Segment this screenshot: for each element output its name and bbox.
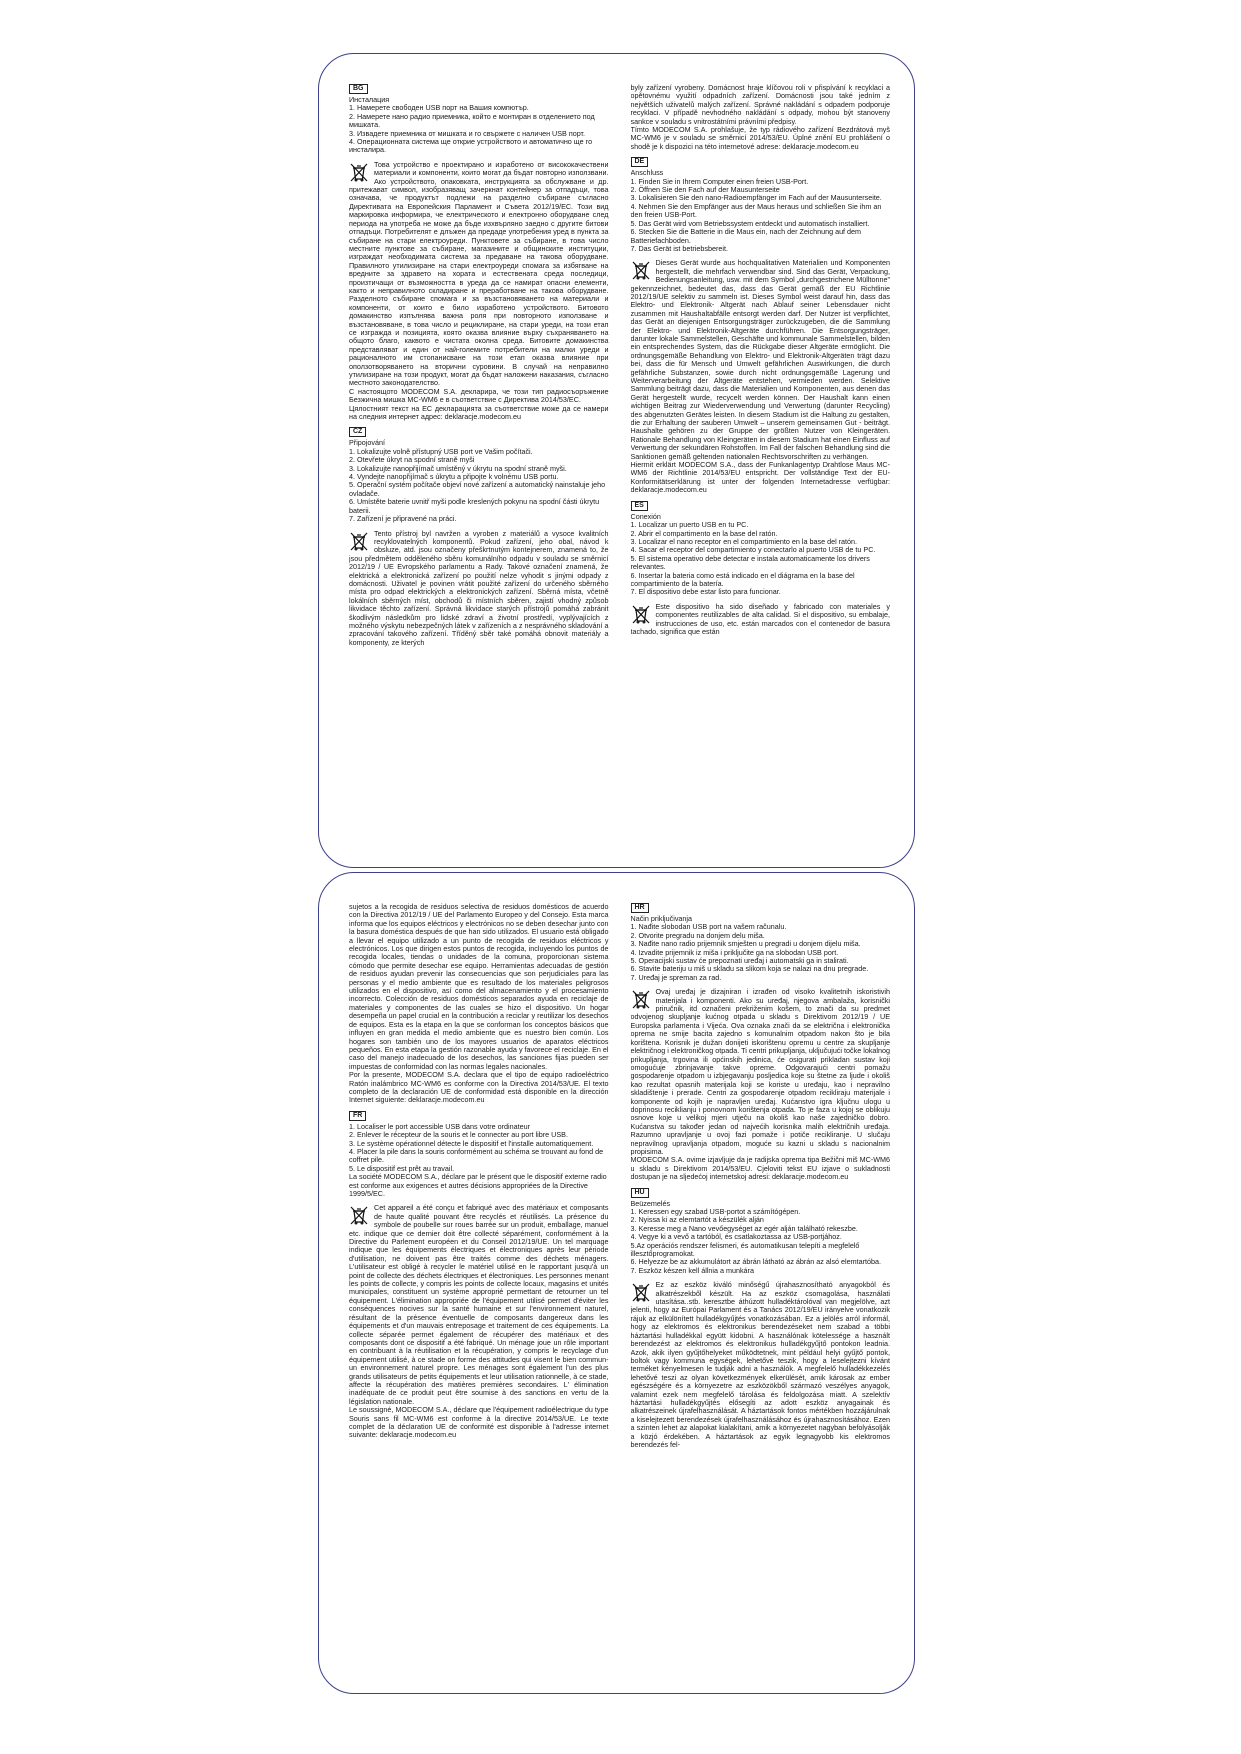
step-item: 5. El sistema operativo debe detectar e instala automaticamente los drivers relevantes. [630, 553, 870, 572]
section-title: Anschluss [630, 168, 664, 178]
disposal-text: Cet appareil a été conçu et fabriqué avec des matériaux et composants de haute qualité pouvant être recyclés et réutilisés. La présence du symbole de poubelle sur roues barrée sur un produit, emballage, manuel etc. indique que ce dernier doit être collecté séparément, conformément à la Directive du Parlement européen et du Conseil 2012/19/UE. Un tel marquage indique que les équipements électriques et électroniques après leur période d'utilisation, ne doivent pas être traités comme des déchets ménagers. L'utilisateur est obligé à recycler le matériel utilisé en le rapportant jusqu'à un point de collecte des déchets électriques et électroniques. Les personnes menant les points de collecte, y compris les points de collecte locaux, magasins et unités municipales, constituent un système approprié permettant de retourner un tel équipement. L'élimination appropriée de l'équipement utilisé permet d'éviter les conséquences nocives sur la santé humaine et sur l'environnement naturel, résultant de la présence éventuelle de composants dangereux dans les équipements et d'un mauvais entreposage et traitement de ces équipements. La collecte séparée permet également de récupérer des matériaux et des composants dont ce dispositif a été fabriqué. Un ménage joue un rôle important en contribuant à la réutilisation et la récupération, y compris le recyclage d'un équipement utilisé, à ce stade on forme des attitudes qui visent le bien commun- un environnement naturel propre. Les ménages sont également l'un des plus grands utilisateurs de petits équipements et leur utilisation rationnelle, à ce stade, affecte la récupération des matières premières secondaires. L' élimination inadéquate de ce produit peut être soumise à des sanctions en vertu de la législation nationale. Le soussigné, MODECOM S.A., déclare que l'équipement radioélectrique du type Souris sans fil MC-WM6 est conforme à la directive 2014/53/UE. Le texte complet de la déclaration UE de conformité est disponible à l'adresse internet suivante: deklaracje.modecom.eu [349, 1203, 609, 1440]
step-list [631, 178, 891, 254]
disposal-notice [631, 603, 891, 637]
step-item: 3. Nađite nano radio prijemnik smješten u pregradi u donjem dijelu miša. [630, 939, 861, 949]
step-item: 4. Izvadite prijemnik iz miša i priključite ga na slobodan USB port. [630, 947, 839, 957]
crossed-bin-icon [631, 260, 651, 280]
disposal-notice [349, 1204, 609, 1439]
step-item: 3. Localizar el nano receptor en el compartimiento en la base del ratón. [630, 536, 858, 546]
step-item: 5. Das Gerät wird vom Betriebssystem entdeckt und automatisch installiert. [630, 218, 870, 228]
column-right [631, 84, 891, 843]
step-item: 1. Намерете свободен USB порт на Вашия компютър. [349, 103, 529, 113]
crossed-bin-icon [631, 1282, 651, 1302]
crossed-bin-icon [349, 162, 369, 182]
step-item: 5. Le dispositif est prêt au travail. [349, 1163, 455, 1173]
step-item: 7. Zařízení je připravené na práci. [349, 514, 457, 524]
step-item: 3. Lokalizujte nanopřijímač umístěný v úkrytu na spodní straně myši. [349, 463, 567, 473]
crossed-bin-icon [349, 1205, 369, 1225]
section-continued [631, 84, 891, 151]
step-item: 6. Stecken Sie die Batterie in die Maus ein, nach der Zeichnung auf dem Batteriefachboden. [630, 227, 862, 245]
step-list [631, 923, 891, 982]
step-item: 1. Nađite slobodan USB port na vašem računalu. [630, 922, 787, 932]
section-de [631, 157, 891, 494]
step-item: La société MODECOM S.A., déclare par le présent que le dispositif externe radio est conforme aux exigences et autres décisions appropriées de la Directive 1999/5/EC. [349, 1172, 607, 1198]
language-badge: CZ [349, 427, 366, 437]
crossed-bin-icon [349, 531, 369, 551]
step-item: 7. Eszköz készen kell állnia a munkára [630, 1265, 754, 1275]
section-cz [349, 427, 609, 647]
language-badge: BG [349, 84, 368, 94]
section-title: Инсталация [349, 95, 390, 104]
language-badge: DE [631, 157, 649, 167]
step-item: 4. Vyndejte nanopřijímač s úkrytu a připojte k volnému USB portu. [349, 472, 559, 482]
step-item: 4. Sacar el receptor del compartimiento y conectarlo al puerto USB de tu PC. [630, 545, 876, 555]
disposal-notice [631, 988, 891, 1181]
step-item: 3. Извадете приемника от мишката и го свържете с наличен USB порт. [349, 128, 586, 138]
disposal-notice [349, 530, 609, 648]
disposal-notice [349, 161, 609, 422]
disposal-notice [631, 1281, 891, 1449]
language-badge: ES [631, 501, 648, 511]
step-item: 7. Das Gerät ist betriebsbereit. [630, 243, 728, 253]
step-item: 1. Localizar un puerto USB en tu PC. [630, 520, 749, 530]
step-item: 1. Lokalizujte volně přístupný USB port ve Vašim počítači. [349, 446, 533, 456]
disposal-text: Това устройство е проектирано и изработено от висококачествени материали и компоненти, които могат да бъдат повторно използвани. Ако устройството, опаковката, инструкцията за обслужване и др. притежават символ, изобразяващ зачеркнат контейнер за отпадъци, това означава, че продуктът подлежи на разделно събиране съгласно Директивата на Европейския Парламент и Съвета 2012/19/EC. Този вид маркировка информира, че електрическото и електронно оборудване след периода на употреба не може да бъде изхвърляно заедно с другите битови отпадъци. Потребителят е длъжен да предаде употребения уред в пункта за събиране на стари електроуреди. Пунктовете за събиране, в това число местните пунктове за събиране, магазините и общинските институции, изграждат необходимата система за предаване на такова оборудване. Правилното утилизиране на стари електроуреди спомага за избягване на вредните за здравето на хората и естествената среда последици, произтичащи от възможността в уреда да се намират опасни елементи, както и неправилното складиране и преработване на такова оборудване. Разделното събиране спомага и за възстановяването на материали и компоненти, от които е било изработено устройството. Битовото домакинство изпълнява важна роля при повторното използване и възстановяване, в това число и рециклиране, на стари уреди, на този етап се изгражда и позицията, която оказва влияние върху съхраняването на общото благо, каквото е чистата околна среда. Битовите домакинства представляват и един от най-големите потребители на малки уреди и рационалното им стопанисване на този етап оказва влияние при оползотворяването на вторични суровини. В случай на неправилно утилизиране на този продукт, могат да бъдат наложени наказания, съгласно местното законодателство. С настоящото MODECOM S.A. декларира, че този тип радиосъоръжение Безжична мишка MC-WM6 е в съответствие с Директива 2014/53/ЕС. Цялостният текст на ЕС декларацията за съответствие може да се намери на следния интернет адрес: deklaracje.modecom.eu [349, 159, 609, 422]
step-item: 2. Abrir el compartimento en la base del ratón. [630, 528, 778, 538]
step-item: 3. Keresse meg a Nano vevőegységet az egér alján található rekeszbe. [630, 1223, 858, 1233]
language-badge: HR [631, 903, 649, 913]
body-text: byly zařízení vyrobeny. Domácnost hraje klíčovou roli v přispívání k recyklaci a opětovnému využití odpadních zařízení. Domácnosti jsou také jedním z největších uživatelů malých zařízení. Správné nakládání s odpadem podporuje recyklaci. V případě nevhodného nakládání s odpady, mohou být stanoveny sankce v souladu s vnitrostátními právními předpisy. Tímto MODECOM S.A. prohlašuje, že typ rádiového zařízení Bezdrátová myš MC-WM6 je v souladu se směrnicí 2014/53/EU. Úplné znění EU prohlášení o shodě je k dispozici na této internetové adrese: deklaracje.modecom.eu [630, 84, 890, 151]
disposal-text: Ez az eszköz kiváló minőségű újrahasznosítható anyagokból és alkatrészekből készült. Ha az eszköz csomagolása, használati utasítása..stb. keresztbe áthúzott hulladéktárolóval van megjelölve, azt jelenti, hogy az Európai Parlament és a Tanács 2012/19/EU irányelve vonatkozik rájuk az elkülönített hulladékgyűjtés vonatkozásában. Ez a jelölés arról informál, hogy az elektromos és elektronikus berendezéseket nem szabad a többi háztartási hulladékkal együtt kidobni. A használónak kötelessége a használt berendezést az elektromos és elektronikus hulladékgyűjtő pontokon leadnia. Azok, akik ilyen gyűjtőhelyeket működtetnek, mint például helyi gyűjtő pontok, boltok vagy kommuna egységek, lehetővé teszik, hogy a leselejtezni kívánt terméket kényelmesen le tudják adni a használók. A megfelelő hulladékkezelés lehetővé teszi az olyan következmények elkerülését, amik károsak az ember egészségére és a környezetre az eszközökből származó veszélyes anyagok, valamint ezek nem megfelelő tárolása és feldolgozása miatt. A szelektív háztartási hulladékgyűjtés elősegíti az adott eszköz anyagainak és alkatrészeinek újrafelhasználását. A háztartások fontos mértékben hozzájárulnak a kiselejtezett berendezések újrafelhasználásához és újrahasznosításához. Ezen a szinten lehet az alapokat kialakítani, amik a környezetet nagyban befolyásolják a közjó érdekében. A háztartások az egyik legnagyobb kis elektromos berendezés fel- [630, 1280, 890, 1449]
step-item: 7. Uređaj je spreman za rad. [630, 972, 722, 982]
step-item: 1. Finden Sie in Ihrem Computer einen freien USB-Port. [630, 176, 809, 186]
step-item: 1. Keressen egy szabad USB-portot a számítógépen. [630, 1207, 801, 1216]
section-bg [349, 84, 609, 421]
step-item: 6. Insertar la bateria como está indicado en el diágrama en la base del compartimiento de la batería. [630, 570, 855, 588]
column-right [631, 903, 891, 1669]
section-title: Beüzemelés [630, 1198, 671, 1208]
step-item: 6. Stavite bateriju u miš u skladu sa slikom koja se nalazi na dnu pregrade. [630, 964, 869, 974]
column-left [349, 903, 609, 1669]
step-list [631, 1208, 891, 1275]
section-es [631, 501, 891, 637]
manual-page-2 [318, 872, 915, 1694]
section-title: Conexión [630, 511, 661, 521]
step-item: 7. El dispositivo debe estar listo para funcionar. [630, 587, 781, 597]
column-left [349, 84, 609, 843]
manual-page-1 [318, 53, 915, 868]
language-badge: HU [631, 1188, 649, 1198]
step-item: 2. Enlever le récepteur de la souris et le connecter au port libre USB. [349, 1130, 568, 1140]
step-item: 5.Az operációs rendszer felismeri, és automatikusan telepíti a megfelelő illesztőprogramokat. [630, 1240, 860, 1259]
step-item: 5. Operacijski sustav će prepoznati uređaj i automatski ga in stalirati. [630, 956, 849, 966]
crossed-bin-icon [631, 604, 651, 624]
disposal-text: Ovaj uređaj je dizajniran i izrađen od visoko kvalitetnih iskoristivih materijala i komponenti. Ako su uređaj, njegova ambalaža, korisnički priručnik, itd označeni prekriženim košem, to znači da su predmet odvojenog skupljanje kućnog otpada u skladu s Direktivom 2012/19 / UE Europska parlamenta i Vijeća. Ova oznaka znači da se električna i elektronička oprema ne smije bacita zajedno s komunalnim otpadom nakon što je bila korištena. Korisnik je dužan donijeti iskorištenu opremu u centre za skupljanje električnog i elektroničkog otpada. Ti centri prikupljanja, uključujući točke lokalnog prikupljanja, trgovina ili općinskih jedinica, će osigurati prikladan sustav koji omogućuje zbrinjavanje takve opreme. Odgovarajući centri pomažu gospodarenje otpadom u izbjegavanju posljedica koje su štetne za ljude i okoliš kao rezultat opasnih materijala koji se koriste u uređaju, kao i nepravilno skladištenje i prerade. Centri za gospodarenje otpadom recikliraju materijale i komponente od kojih je napravljen uređaj. Kućanstvo igra ključnu ulogu u doprinosu reciklianju i ponovnom korištenja otpada. To je faza u kojoj se oblikuju osnove koje u velikoj mjeri utječu na okoliš kao naše zajedničko dobro. Kućanstva su također jedan od najvećih korisnika malih električnih uređaja. Razumno upravljanje u ovoj fazi pomaže i potiče recikliranje. U slučaju nepravilnog upravljanja otpadom, moguće su kazni u skladu s nacionalnim propisima. MODECOM S.A. ovime izjavljuje da je radijska oprema tipa Bežični miš MC-WM6 u skladu s Direktivom 2014/53/EU. Cjeloviti tekst EU izjave o sukladnosti dostupan je na sljedećoj internetskoj adresi: deklaracje.modecom.eu [630, 987, 890, 1182]
section-fr [349, 1111, 609, 1440]
step-item: 4. Операционната система ще открие устройството и автоматично ще го инсталира. [349, 137, 593, 155]
step-item: 3. Lokalisieren Sie den nano-Radioempfänger im Fach auf der Mausunterseite. [630, 193, 882, 203]
step-item: 2. Öffnen Sie den Fach auf der Mausunterseite [630, 185, 780, 195]
step-item: 2. Otevřete úkryt na spodní straně myši [349, 455, 475, 465]
step-item: 4. Nehmen Sie den Empfänger aus der Maus heraus und schließen Sie ihm an den freien USB-Port. [630, 201, 882, 220]
body-text: sujetos a la recogida de residuos selectiva de residuos domésticos de acuerdo con la Directiva 2012/19 / UE del Parlamento Europeo y del Consejo. Esta marca informa que los equipos eléctricos y electrónicos no se deben desechar junto con la basura doméstica después de que han sido utilizados. El usuario está obligado a llevar el equipo utilizado a un punto de recogida de residuos eléctricos y electrónicos. Los que dirigen estos puntos de recogida, incluyendo los puntos de recogida locales, tiendas o unidades de la comuna, proporcionan sistema cómodo que permite desechar ese equipo. Herramientas adecuadas de gestión de residuos ayudan prevenir las consecuencias que son perjudiciales para las personas y el medio ambiente que es resultado de los materiales peligrosos utilizados en el dispositivo, así como del almacenamiento y el procesamiento incorrecto. Colección de residuos domésticos separados ayuda en reciclaje de materiales y componentes de las cuales se hizo el dispositivo. Un hogar desempeña un papel crucial en la contribución a reciclar y reutilizar los desechos de equipos. Esta es la etapa en la que se conforman los conceptos básicos que influyen en gran medida el medio ambiente que es nuestro bien común. Los hogares son también uno de los mayores usuarios de aparatos eléctricos pequeños. En esta etapa la gestión razonable ayuda y favorece el reciclaje. En el caso del manejo inadecuado de los desechos, las sanciones fijas pueden ser impuestas de conformidad con las normas legales nacionales. Por la presente, MODECOM S.A. declara que el tipo de equipo radioeléctrico Ratón inalámbrico MC-WM6 es conforme con la Directiva 2014/53/UE. El texto completo de la declaración UE de conformidad está disponible en la dirección Internet siguiente: deklaracje.modecom.eu [349, 903, 609, 1105]
section-hu [631, 1188, 891, 1450]
step-list [349, 104, 609, 154]
step-item: 3. Le système opérationnel détecte le dispositif et l'installe automatiquement. [349, 1138, 594, 1148]
step-item: 2. Намерете нано радио приемника, който е монтиран в отделението под мишката. [349, 111, 595, 130]
step-item: 2. Nyissa ki az elemtartót a készülék alján [630, 1215, 764, 1225]
step-item: 1. Localiser le port accessible USB dans votre ordinateur [349, 1121, 530, 1131]
step-item: 4. Placer la pile dans la souris conformément au schéma se trouvant au fond de coffret pile. [349, 1146, 604, 1165]
step-item: 5. Operační systém počítače objeví nové zařízení a automatický nainstaluje jeho ovladače. [349, 480, 606, 498]
section-continued [349, 903, 609, 1105]
step-item: 6. Helyezze be az akkumulátort az ábrán látható az ábrán az alsó elemtartóba. [630, 1257, 882, 1267]
section-title: Připojování [349, 438, 385, 448]
step-list [349, 448, 609, 524]
section-hr [631, 903, 891, 1182]
crossed-bin-icon [631, 989, 651, 1009]
step-item: 2. Otvorite pregradu na donjem delu miša. [630, 930, 765, 940]
step-item: 6. Umístěte baterie uvnitř myši podle kreslených pokynu na spodní části úkrytu baterii. [349, 497, 600, 515]
step-item: 4. Vegye ki a vevő a tartóból, és csatlakoztassa az USB-portjához. [630, 1232, 842, 1242]
disposal-text: Tento přístroj byl navržen a vyroben z materiálů a vysoce kvalitních recyklovatelných komponentů. Pokud zařízení, jeho obal, návod k obsluze, atd. jsou označeny přeškrtnutým kontejnerem, znamená to, že jsou předmětem odděleného sběru komunálního odpadu v souladu se směrnicí 2012/19 / UE Evropského parlamentu a Rady. Takové označení znamená, že elektrická a elektronická zařízení po použití nelze vyhodit s jinými odpady z domácnosti. Uživatel je povinen vrátit použité zařízení do určeného sběrného místa pro odpad elektrických a elektronických zařízení. Sběrná místa, včetně lokálních sběrných míst, obchodů či místních sběren, zajistí vhodný způsob likvidace těchto zařízení. Správná likvidace starých přístrojů pomáhá zabránit škodlivým následkům pro lidské zdraví a životní prostředí, vyplývajících z možného výskytu nebezpečných látek v zařízeních a z nesprávného skladování a zpracování takového zařízení. Tříděný sběr také pomáhá obnovit materiály a komponenty, ze kterých [349, 528, 609, 647]
step-list [349, 1123, 609, 1199]
step-list [631, 521, 891, 597]
language-badge: FR [349, 1111, 366, 1121]
section-title: Način priključivanja [630, 914, 693, 923]
disposal-text: Este dispositivo ha sido diseñado y fabricado con materiales y componentes reutilizables de alta calidad. Si el dispositivo, su embalaje, instrucciones de uso, etc. están marcados con el contenedor de basura tachado, significa que están [630, 601, 890, 636]
disposal-text: Dieses Gerät wurde aus hochqualitativen Materialien und Komponenten hergestellt, die mehrfach verwendbar sind. Sind das Gerät, Verpackung, Bedienungsanleitung, usw. mit dem Symbol „durchgestrichene Mülltonne" gekennzeichnet, bedeutet das, dass das Gerät gemäß der EU Richtlinie 2012/19/UE selektiv zu sammeln ist. Dieses Symbol weist darauf hin, dass das Elektro- und Elektronik- Altgerät nach Ablauf seiner Lebensdauer nicht zusammen mit Haushaltabfälle entsorgt werden darf. Der Nutzer ist verpflichtet, das Gerät an diejenigen Entsorgungsträger zurückzugeben, die die Sammlung der Elektro- und Elektronik-Altgeräte durchführen. Die Entsorgungsträger, darunter lokale Sammelstellen, Geschäfte und kommunale Sammelstellen, bilden ein entsprechendes System, das die Rückgabe dieser Altgeräte ermöglicht. Die ordnungsgemäße Behandlung von Elektro- und Elektronik-Altgeräten trägt dazu bei, dass die für Mensch und Umwelt gefährlichen Auswirkungen, die durch gefährliche Substanzen, sowie durch nicht ordnungsgemäße Lagerung und Weiterverarbeitung der Altgeräte entstehen, vermieden werden. Selektive Sammlung beiträgt dazu, dass die Materialien und Komponenten, aus denen das Gerät hergestellt wurde, recycelt werden können. Der Haushalt kann einen wichtigen Beitrag zur Wiederverwendung und Verwertung (darunter Recycling) des abgenutzten Gerätes leisten. In diesem Stadium ist die Haltung zu gestalten, die zur Erhaltung der sauberen Umwelt – unserem gemeinsamen Gut - beiträgt. Haushalte gehören zu der Gruppe der größten Nutzer von Kleingeräten. Rationale Behandlung von Kleingeräten in diesem Stadium hat einen Einfluss auf Verwertung der sekundären Rohstoffen. Im Fall der falschen Behandlung sind die Sanktionen gemäß geltenden nationalen Rechtsvorschriften zu verhängen. Hiermit erklärt MODECOM S.A., dass der Funkanlagentyp Drahtlose Maus MC-WM6 der Richtlinie 2014/53/EU entspricht. Der vollständige Text der EU-Konformitätserklärung ist unter der folgenden Internetadresse verfügbar: deklaracje.modecom.eu [630, 258, 890, 495]
disposal-notice [631, 259, 891, 494]
